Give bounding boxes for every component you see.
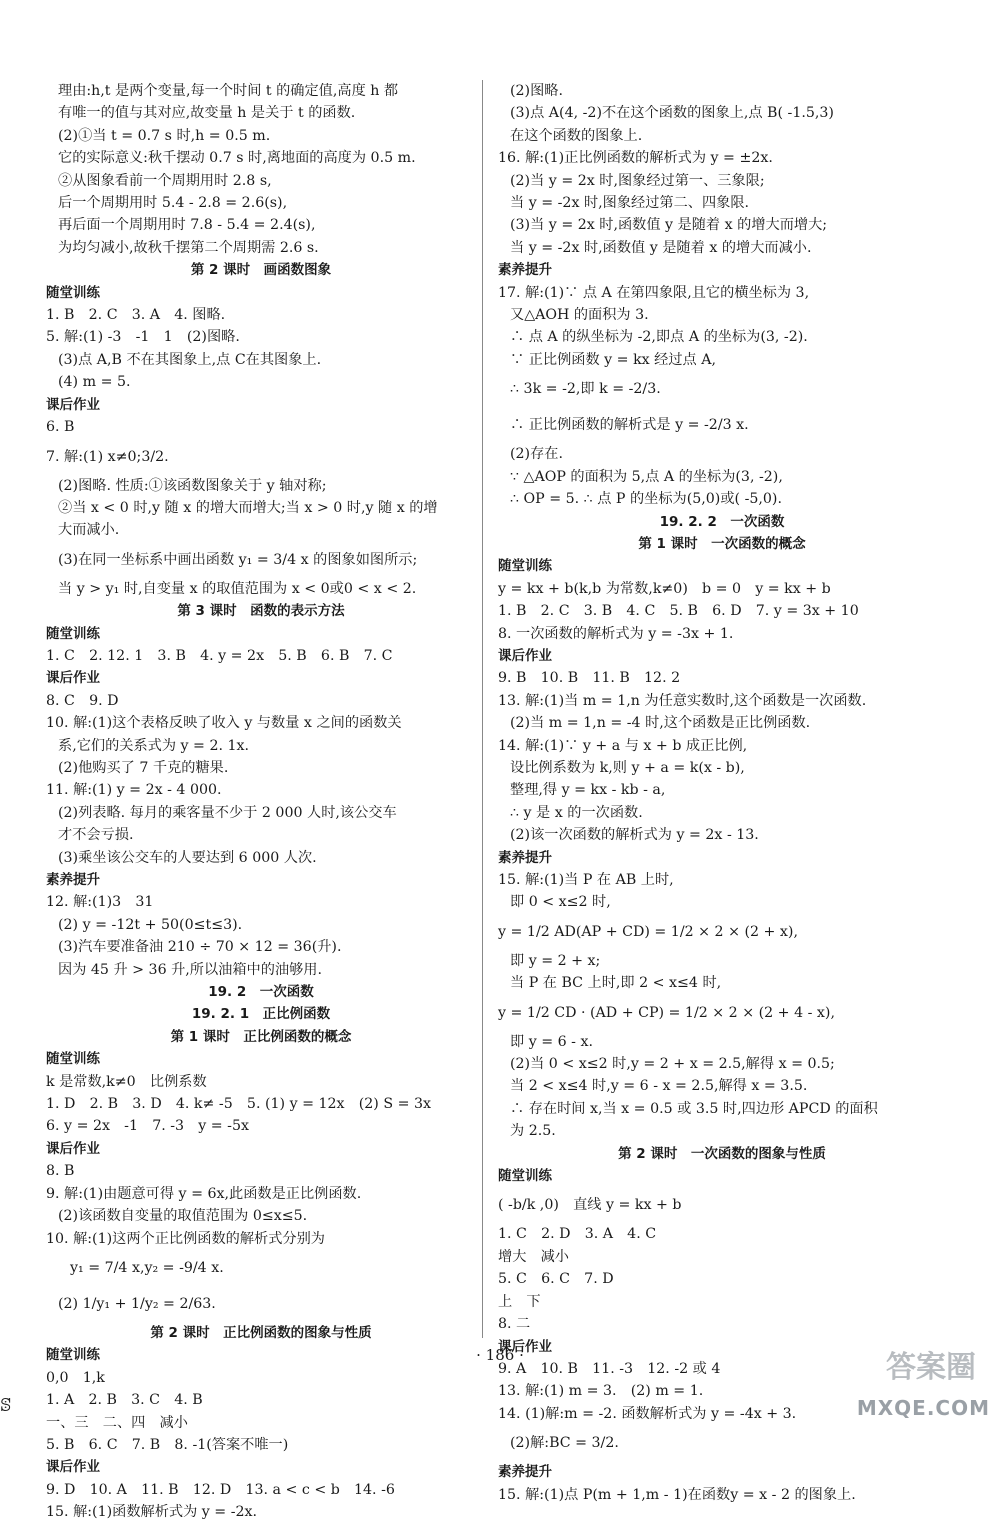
watermark <box>830 1340 990 1420</box>
section-heading: 课后作业 <box>46 670 100 687</box>
answer-line: 上 下 <box>498 1293 541 1310</box>
answer-line: 10. 解:(1)这两个正比例函数的解析式分别为 <box>46 1230 325 1247</box>
lesson-title: 第 1 课时 正比例函数的概念 <box>170 1028 352 1045</box>
answer-line: 又△AOH 的面积为 3. <box>510 307 649 324</box>
answer-line: ∵ 正比例函数 y = kx 经过点 A, <box>510 351 717 368</box>
answer-line: 11. 解:(1) y = 2x - 4 000. <box>46 782 222 799</box>
answer-line: 9. A 10. B 11. -3 12. -2 或 4 <box>498 1360 721 1377</box>
lesson-title: 第 1 课时 一次函数的概念 <box>638 535 806 552</box>
answer-line: 当 y > y₁ 时,自变量 x 的取值范围为 x < 0或0 < x < 2. <box>58 580 417 597</box>
answer-line: 1. B 2. C 3. A 4. 图略. <box>46 307 226 324</box>
answer-line: 当 y = -2x 时,函数值 y 是随着 x 的增大而减小. <box>510 239 812 256</box>
answer-line: y = 1/2 AD(AP + CD) = 1/2 × 2 × (2 + x), <box>498 923 798 940</box>
answer-line: 即 y = 2 + x; <box>510 952 601 969</box>
answer-line: 6. B <box>46 419 75 436</box>
answer-line: (2)该一次函数的解析式为 y = 2x - 13. <box>510 827 759 844</box>
answer-line: 1. C 2. 12. 1 3. B 4. y = 2x 5. B 6. B 7. C <box>46 647 393 664</box>
answer-line: (2)①当 t = 0.7 s 时,h = 0.5 m. <box>58 127 271 144</box>
answer-line: 1. D 2. B 3. D 4. k≠ -5 5. (1) y = 12x (2) S = 3x <box>46 1096 432 1113</box>
answer-line: 设比例系数为 k,则 y + a = k(x - b), <box>510 759 745 776</box>
answer-line: (3)当 y = 2x 时,函数值 y 是随着 x 的增大而增大; <box>510 217 828 234</box>
answer-line: 为 2.5. <box>510 1123 556 1140</box>
lesson-title: 第 2 课时 画函数图象 <box>190 262 332 279</box>
lesson-title: 第 2 课时 一次函数的图象与性质 <box>618 1145 826 1162</box>
answer-line: 即 y = 6 - x. <box>510 1033 593 1050</box>
answer-line: y = 1/2 CD · (AD + CP) = 1/2 × 2 × (2 + 4 - x), <box>498 1004 835 1021</box>
answer-line: 当 P 在 BC 上时,即 2 < x≤4 时, <box>510 975 722 992</box>
page-number: · 186 · <box>476 1346 524 1364</box>
edge-mark: ꕷ <box>0 1395 12 1416</box>
section-heading: 课后作业 <box>498 1338 552 1355</box>
answer-line: 当 y = -2x 时,图象经过第二、四象限. <box>510 195 750 212</box>
section-heading: 素养提升 <box>498 1464 552 1481</box>
answer-line: (2) 1/y₁ + 1/y₂ = 2/63. <box>58 1295 216 1312</box>
answer-line: 当 2 < x≤4 时,y = 6 - x = 2.5,解得 x = 3.5. <box>510 1078 808 1095</box>
column-divider <box>482 80 483 1338</box>
answer-line: ( -b/k ,0) 直线 y = kx + b <box>498 1197 682 1214</box>
answer-line: 1. A 2. B 3. C 4. B <box>46 1392 203 1409</box>
lesson-title: 第 3 课时 函数的表示方法 <box>177 603 345 620</box>
answer-line: (3)点 A,B 不在其图象上,点 C在其图象上. <box>58 351 322 368</box>
answer-line: 5. B 6. C 7. B 8. -1(答案不唯一) <box>46 1436 289 1453</box>
answer-line: 有唯一的值与其对应,故变量 h 是关于 t 的函数. <box>58 105 356 122</box>
lesson-title: 19. 2. 1 正比例函数 <box>191 1006 331 1023</box>
answer-line: ∴ 存在时间 x,当 x = 0.5 或 3.5 时,四边形 APCD 的面积 <box>510 1100 878 1117</box>
answer-line: 6. y = 2x -1 7. -3 y = -5x <box>46 1118 249 1135</box>
answer-line: (2)列表略. 每月的乘客量不少于 2 000 人时,该公交车 <box>58 804 397 821</box>
answer-line: (2)当 y = 2x 时,图象经过第一、三象限; <box>510 172 765 189</box>
section-heading: 随堂训练 <box>46 625 100 642</box>
answer-line: 9. 解:(1)由题意可得 y = 6x,此函数是正比例函数. <box>46 1185 362 1202</box>
answer-line: (2)图略. 性质:①该函数图象关于 y 轴对称; <box>58 477 327 494</box>
answer-line: 它的实际意义:秋千摆动 0.7 s 时,离地面的高度为 0.5 m. <box>58 150 416 167</box>
answer-line: 12. 解:(1)3 31 <box>46 894 154 911</box>
answer-line: 13. 解:(1) m = 3. (2) m = 1. <box>498 1383 704 1400</box>
answer-line: 9. B 10. B 11. B 12. 2 <box>498 670 681 687</box>
lesson-title: 19. 2 一次函数 <box>208 984 314 1001</box>
answer-line: ②当 x < 0 时,y 随 x 的增大而增大;当 x > 0 时,y 随 x 的增 <box>58 499 438 516</box>
answer-line: (2)解:BC = 3/2. <box>510 1435 619 1452</box>
section-heading: 课后作业 <box>46 1459 100 1476</box>
answer-line: 后一个周期用时 5.4 - 2.8 = 2.6(s), <box>58 195 288 212</box>
answer-line: 系,它们的关系式为 y = 2. 1x. <box>58 737 250 754</box>
answer-line: (2)存在. <box>510 446 563 463</box>
answer-line: ∴ 3k = -2,即 k = -2/3. <box>510 381 661 398</box>
answer-line: 13. 解:(1)当 m = 1,n 为任意实数时,这个函数是一次函数. <box>498 692 867 709</box>
section-heading: 素养提升 <box>498 262 552 279</box>
answer-line: (2) y = -12t + 50(0≤t≤3). <box>58 916 243 933</box>
section-heading: 随堂训练 <box>46 284 100 301</box>
answer-line: 整理,得 y = kx - kb - a, <box>510 782 666 799</box>
answer-line: (3)汽车要准备油 210 ÷ 70 × 12 = 36(升). <box>58 939 342 956</box>
answer-line: 在这个函数的图象上. <box>510 127 643 144</box>
answer-line: y = kx + b(k,b 为常数,k≠0) b = 0 y = kx + b <box>498 580 831 597</box>
answer-line: ∴ 点 A 的纵坐标为 -2,即点 A 的坐标为(3, -2). <box>510 329 808 346</box>
watermark-logo: 答案圈 <box>886 1350 976 1385</box>
left-column <box>46 80 476 1524</box>
answer-line: ∴ OP = 5. ∴ 点 P 的坐标为(5,0)或( -5,0). <box>510 491 782 508</box>
answer-line: 5. C 6. C 7. D <box>498 1271 614 1288</box>
answer-line: k 是常数,k≠0 比例系数 <box>46 1073 207 1090</box>
answer-line: 9. D 10. A 11. B 12. D 13. a < c < b 14. -6 <box>46 1481 395 1498</box>
answer-line: 5. 解:(1) -3 -1 1 (2)图略. <box>46 329 240 346</box>
answer-line: 15. 解:(1)点 P(m + 1,m - 1)在函数y = x - 2 的图象上. <box>498 1486 856 1503</box>
answer-line: 7. 解:(1) x≠0;3/2. <box>46 448 169 465</box>
answer-line: (2)他购买了 7 千克的糖果. <box>58 759 229 776</box>
section-heading: 随堂训练 <box>46 1051 100 1068</box>
answer-line: (4) m = 5. <box>58 374 131 391</box>
answer-line: 因为 45 升 > 36 升,所以油箱中的油够用. <box>58 961 323 978</box>
answer-line: 8. 二 <box>498 1316 531 1333</box>
answer-line: ∴ 正比例函数的解析式是 y = -2/3 x. <box>510 417 749 434</box>
answer-line: 1. C 2. D 3. A 4. C <box>498 1226 657 1243</box>
answer-line: (2)当 m = 1,n = -4 时,这个函数是正比例函数. <box>510 715 811 732</box>
answer-line: (3)乘坐该公交车的人要达到 6 000 人次. <box>58 849 317 866</box>
answer-line: 理由:h,t 是两个变量,每一个时间 t 的确定值,高度 h 都 <box>58 83 399 99</box>
answer-line: 14. 解:(1)∵ y + a 与 x + b 成正比例, <box>498 737 748 754</box>
answer-line: (2)图略. <box>510 83 563 99</box>
right-column <box>498 80 946 1506</box>
answer-line: 增大 减小 <box>498 1248 569 1265</box>
answer-line: 17. 解:(1)∵ 点 A 在第四象限,且它的横坐标为 3, <box>498 284 810 301</box>
section-heading: 课后作业 <box>46 1140 100 1157</box>
answer-line: 8. 一次函数的解析式为 y = -3x + 1. <box>498 625 734 642</box>
section-heading: 随堂训练 <box>46 1347 100 1364</box>
answer-line: ∵ △AOP 的面积为 5,点 A 的坐标为(3, -2), <box>510 468 783 485</box>
answer-line: 才不会亏损. <box>58 827 134 844</box>
answer-line: 14. (1)解:m = -2. 函数解析式为 y = -4x + 3. <box>498 1405 797 1422</box>
lesson-title: 19. 2. 2 一次函数 <box>659 513 785 530</box>
answer-line: 为均匀减小,故秋千摆第二个周期需 2.6 s. <box>58 239 319 256</box>
section-heading: 随堂训练 <box>498 558 552 575</box>
answer-line: 16. 解:(1)正比例函数的解析式为 y = ±2x. <box>498 150 773 167</box>
answer-line: 8. C 9. D <box>46 692 119 709</box>
answer-line: (3)点 A(4, -2)不在这个函数的图象上,点 B( -1.5,3) <box>510 105 834 122</box>
answer-line: 0,0 1,k <box>46 1369 105 1386</box>
section-heading: 随堂训练 <box>498 1168 552 1185</box>
answer-line: y₁ = 7/4 x,y₂ = -9/4 x. <box>70 1259 224 1276</box>
section-heading: 素养提升 <box>46 872 100 888</box>
section-heading: 课后作业 <box>46 396 100 413</box>
answer-line: 一、三 二、四 减小 <box>46 1414 188 1431</box>
answer-line: 10. 解:(1)这个表格反映了收入 y 与数量 x 之间的函数关 <box>46 715 402 732</box>
section-heading: 课后作业 <box>498 647 552 664</box>
answer-line: 15. 解:(1)函数解析式为 y = -2x. <box>46 1504 258 1521</box>
section-heading: 素养提升 <box>498 849 552 866</box>
lesson-title: 第 2 课时 正比例函数的图象与性质 <box>150 1324 372 1341</box>
answer-line: (2)当 0 < x≤2 时,y = 2 + x = 2.5,解得 x = 0.5; <box>510 1056 835 1073</box>
answer-line: ∴ y 是 x 的一次函数. <box>510 804 643 821</box>
answer-line: 即 0 < x≤2 时, <box>510 894 611 911</box>
answer-line: 1. B 2. C 3. B 4. C 5. B 6. D 7. y = 3x + 10 <box>498 603 859 620</box>
answer-line: 15. 解:(1)当 P 在 AB 上时, <box>498 872 674 888</box>
answer-line: (3)在同一坐标系中画出函数 y₁ = 3/4 x 的图象如图所示; <box>58 551 418 568</box>
answer-line: 大而减小. <box>58 522 120 539</box>
watermark-site: MXQE.COM <box>856 1396 990 1420</box>
answer-line: (2)该函数自变量的取值范围为 0≤x≤5. <box>58 1208 308 1225</box>
answer-line: 8. B <box>46 1163 75 1180</box>
answer-line: ②从图象看前一个周期用时 2.8 s, <box>58 172 272 189</box>
answer-line: 再后面一个周期用时 7.8 - 5.4 = 2.4(s), <box>58 217 316 234</box>
